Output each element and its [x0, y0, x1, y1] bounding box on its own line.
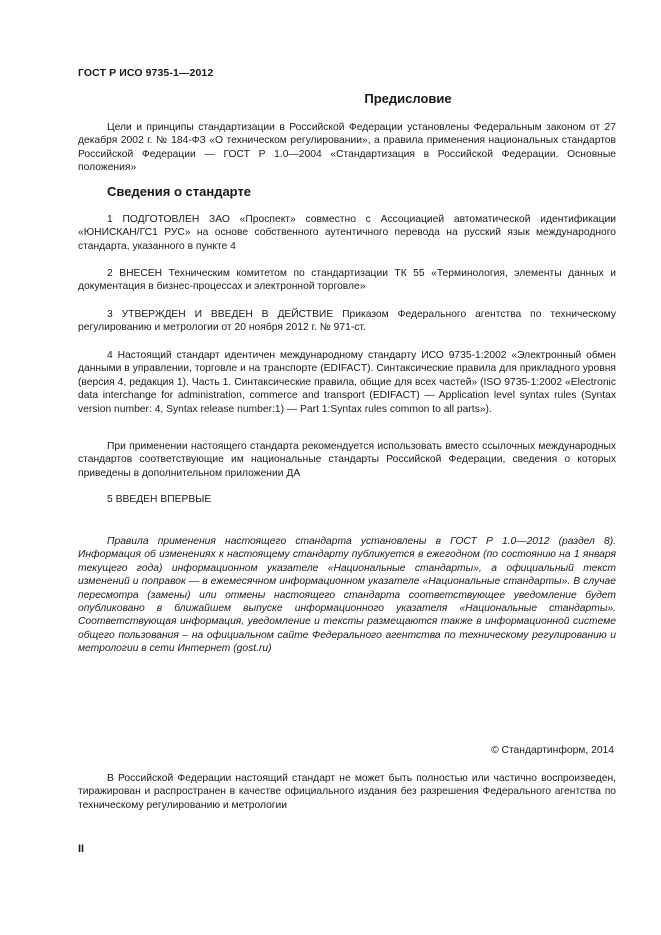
foreword-intro: Цели и принципы стандартизации в Российской Федерации установлены Федеральным законом от 27 декабря 2002 г. № 184-ФЗ «О техническом регулировании», а правила применения национальных стандартов Российской Федерации — ГОСТ Р 1.0—2004 «Стандартизация в Российской Федерации. Основные положения»: [78, 122, 616, 174]
reproduction-notice: В Российской Федерации настоящий стандарт не может быть полностью или частично воспроизведен, тиражирован и распространен в качестве официального издания без разрешения Федерального агентства по техническому регулированию и метрологии: [78, 773, 616, 811]
standard-code: ГОСТ Р ИСО 9735-1—2012: [78, 67, 214, 79]
page-number: II: [78, 843, 85, 855]
info-item-2: 2 ВНЕСЕН Техническим комитетом по стандартизации ТК 55 «Терминология, элементы данных и документация в бизнес-процессах и электронной торговле»: [78, 268, 616, 293]
application-notice: Правила применения настоящего стандарта установлены в ГОСТ Р 1.0—2012 (раздел 8). Информация об изменениях к настоящему стандарту публикуется в ежегодном (по состоянию на 1 января текущего года) информационном указателе «Национальные стандарты», а официальный текст изменений и поправок — в ежемесячном информационном указателе «Национальные стандарты». В случае пересмотра (замены) или отмены настоящего стандарта соответствующее уведомление будет опубликовано в ближайшем выпуске информационного указателя «Национальные стандарты». Соответствующая информация, уведомление и тексты размещаются также в информационной системе общего пользования – на официальном сайте Федерального агентства по техническому регулированию и метрологии в сети Интернет (gost.ru): [78, 536, 616, 655]
foreword-title: Предисловие: [364, 91, 452, 106]
info-item-3: 3 УТВЕРЖДЕН И ВВЕДЕН В ДЕЙСТВИЕ Приказом Федерального агентства по техническому регулированию и метрологии от 20 ноября 2012 г. № 971-ст.: [78, 309, 616, 334]
copyright: © Стандартинформ, 2014: [491, 745, 614, 756]
info-item-1: 1 ПОДГОТОВЛЕН ЗАО «Проспект» совместно с Ассоциацией автоматической идентификации «ЮНИСКАН/ГС1 РУС» на основе собственного аутентичного перевода на русский язык международного стандарта, указанного в пункте 4: [78, 214, 616, 252]
info-item-5: 5 ВВЕДЕН ВПЕРВЫЕ: [107, 494, 212, 505]
info-item-4-note: При применении настоящего стандарта рекомендуется использовать вместо ссылочных международных стандартов соответствующие им национальные стандарты Российской Федерации, сведения о которых приведены в дополнительном приложении ДА: [78, 441, 616, 479]
info-item-4: 4 Настоящий стандарт идентичен международному стандарту ИСО 9735-1:2002 «Электронный обмен данными в управлении, торговле и на транспорте (EDIFACT). Синтаксические правила для прикладного уровня (версия 4, редакция 1). Часть 1. Синтаксические правила, общие для всех частей» (ISO 9735-1:2002 «Electronic data interchange for administration, commerce and transport (EDIFACT) — Application level syntax rules (Syntax version number: 4, Syntax release number:1) — Part 1:Syntax rules common to all parts»).: [78, 350, 616, 415]
standard-info-title: Сведения о стандарте: [107, 184, 252, 199]
